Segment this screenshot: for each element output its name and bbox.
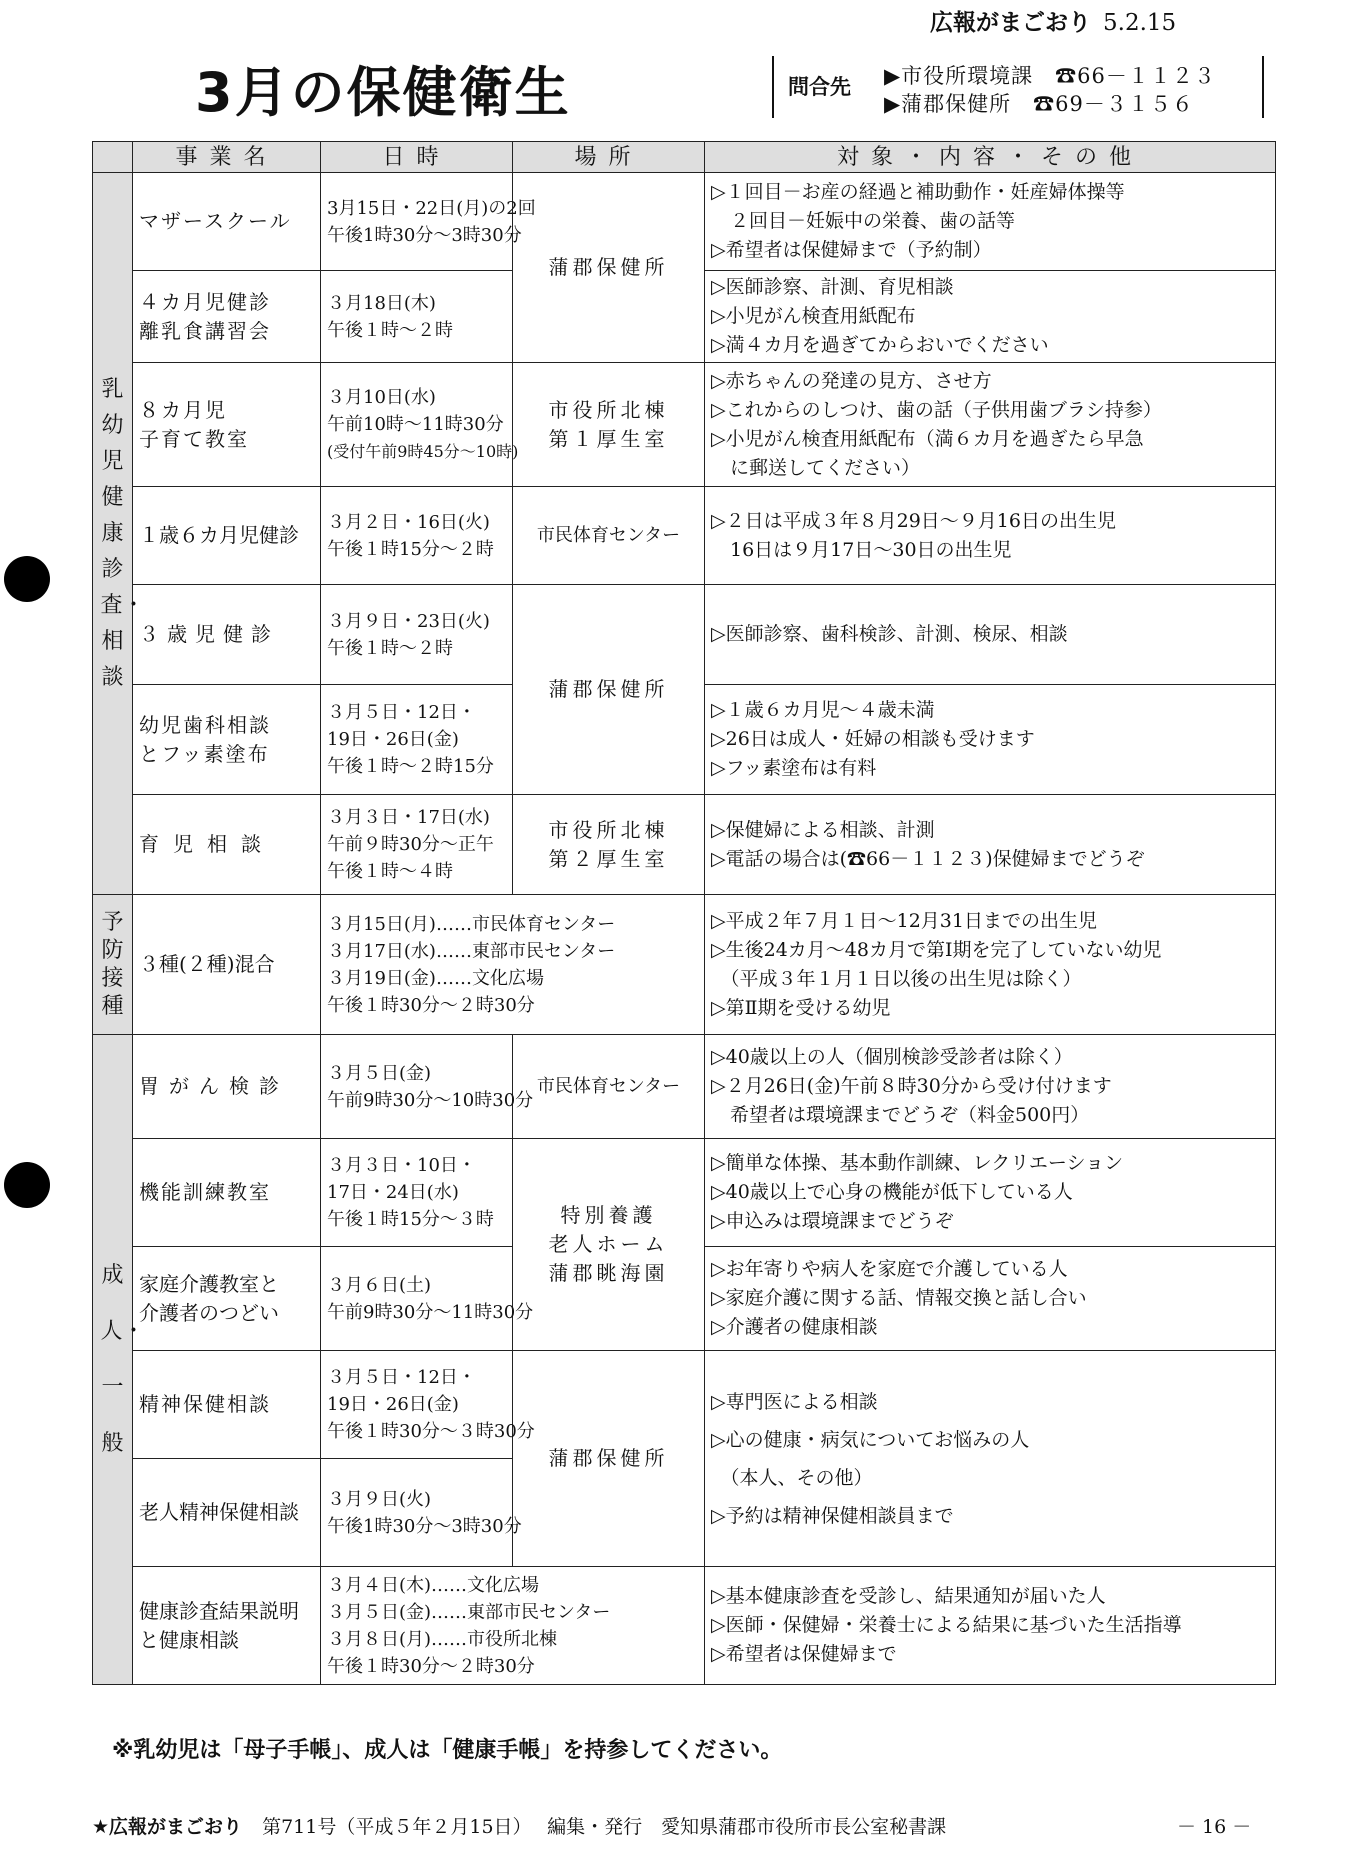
event-place: 蒲郡保健所 <box>513 1351 705 1567</box>
contact-line: ▶市役所環境課 ☎66－１１２３ <box>884 64 1216 88</box>
event-name: 老人精神保健相談 <box>133 1459 321 1567</box>
footer-publication-name: ★広報がまごおり <box>92 1816 243 1838</box>
event-name: ３種(２種)混合 <box>133 895 321 1035</box>
event-place: 特別養護 老人ホーム 蒲郡眺海園 <box>513 1139 705 1351</box>
table-row <box>93 585 1276 685</box>
event-date: ３月２日・16日(火) 午後１時15分～２時 <box>321 487 513 585</box>
event-place: 蒲郡保健所 <box>513 585 705 795</box>
table-row <box>93 1139 1276 1247</box>
table-row <box>93 173 1276 271</box>
event-details: ▷基本健康診査を受診し、結果通知が届いた人 ▷医師・保健婦・栄養士による結果に基づいた生活指導 ▷希望者は保健婦まで <box>705 1567 1276 1685</box>
event-date: ３月９日(火) 午後1時30分～3時30分 <box>321 1459 513 1567</box>
event-date: ３月５日(金) 午前9時30分～10時30分 <box>321 1035 513 1139</box>
header-place: 場所 <box>513 142 705 173</box>
table-row <box>93 1351 1276 1459</box>
footer <box>92 1812 1252 1839</box>
event-date: ３月９日・23日(火) 午後１時～２時 <box>321 585 513 685</box>
event-details: ▷医師診察、歯科検診、計測、検尿、相談 <box>705 585 1276 685</box>
bring-handbook-note: ※乳幼児は「母子手帳」、成人は「健康手帳」を持参してください。 <box>112 1738 783 1763</box>
table-row <box>93 363 1276 487</box>
event-details: ▷簡単な体操、基本動作訓練、レクリエーション ▷40歳以上で心身の機能が低下している人 ▷申込みは環境課までどうぞ <box>705 1139 1276 1247</box>
publication-header <box>930 4 1176 37</box>
event-name: ８カ月児 子育て教室 <box>133 363 321 487</box>
category-label: 成人・一般 <box>100 1262 145 1456</box>
event-details: ▷専門医による相談 ▷心の健康・病気についてお悩みの人 （本人、その他） ▷予約は精神保健相談員まで <box>705 1351 1276 1567</box>
event-details: ▷40歳以上の人（個別検診受診者は除く） ▷２月26日(金)午前８時30分から受け付けます 希望者は環境課までどうぞ（料金500円） <box>705 1035 1276 1139</box>
punch-hole <box>4 1162 50 1208</box>
event-name: 家庭介護教室と 介護者のつどい <box>133 1247 321 1351</box>
event-name: 胃がん検診 <box>133 1035 321 1139</box>
table-row <box>93 895 1276 1035</box>
event-date: ３月４日(木)……文化広場 ３月５日(金)……東部市民センター ３月８日(月)……市役所北棟 午後１時30分～２時30分 <box>321 1567 705 1685</box>
contact-box <box>772 56 1264 118</box>
page-title: 3月の保健衛生 <box>195 61 571 124</box>
event-details: ▷２日は平成３年８月29日～９月16日の出生児 16日は９月17日～30日の出生児 <box>705 487 1276 585</box>
footer-issue: 第711号（平成５年２月15日） <box>262 1816 523 1838</box>
event-name: 育児相談 <box>133 795 321 895</box>
event-details: ▷赤ちゃんの発達の見方、させ方 ▷これからのしつけ、歯の話（子供用歯ブラシ持参） ▷小児がん検査用紙配布（満６カ月を過ぎたら早急 に郵送してください） <box>705 363 1276 487</box>
event-name: マザースクール <box>133 173 321 271</box>
event-details: ▷医師診察、計測、育児相談 ▷小児がん検査用紙配布 ▷満４カ月を過ぎてからおいでください <box>705 271 1276 363</box>
event-name: １歳６カ月児健診 <box>133 487 321 585</box>
event-name: 幼児歯科相談 とフッ素塗布 <box>133 685 321 795</box>
event-date: 3月15日・22日(月)の2回 午後1時30分～3時30分 <box>321 173 513 271</box>
category-vaccination <box>93 895 133 1035</box>
header-details: 対象・内容・その他 <box>705 142 1276 173</box>
category-label: 乳幼児健康診査・相談 <box>100 376 145 690</box>
punch-hole <box>4 556 50 602</box>
event-date: ３月15日(月)……市民体育センター ３月17日(水)……東部市民センター ３月19日(金)……文化広場 午後１時30分～２時30分 <box>321 895 705 1035</box>
event-date: ３月10日(水) 午前10時～11時30分 (受付午前9時45分～10時) <box>321 363 513 487</box>
event-name: 機能訓練教室 <box>133 1139 321 1247</box>
publication-date: 5.2.15 <box>1103 10 1177 36</box>
event-date: ３月５日・12日・ 19日・26日(金) 午後１時～２時15分 <box>321 685 513 795</box>
category-label: 予防接種 <box>101 909 124 1019</box>
event-date: ３月５日・12日・ 19日・26日(金) 午後１時30分～３時30分 <box>321 1351 513 1459</box>
table-row <box>93 1035 1276 1139</box>
event-date: ３月３日・17日(水) 午前９時30分～正午 午後１時～４時 <box>321 795 513 895</box>
table-row <box>93 1567 1276 1685</box>
category-infant <box>93 173 145 895</box>
header-datetime: 日時 <box>321 142 513 173</box>
event-name: 精神保健相談 <box>133 1351 321 1459</box>
event-name: ３歳児健診 <box>133 585 321 685</box>
event-details: ▷お年寄りや病人を家庭で介護している人 ▷家庭介護に関する話、情報交換と話し合い ▷介護者の健康相談 <box>705 1247 1276 1351</box>
category-adult <box>93 1035 145 1685</box>
event-details: ▷１回目－お産の経過と補助動作・妊産婦体操等 ２回目－妊娠中の栄養、歯の話等 ▷希望者は保健婦まで（予約制） <box>705 173 1276 271</box>
page-number: － 16 － <box>1177 1816 1252 1838</box>
contact-line: ▶蒲郡保健所 ☎69－３１５６ <box>884 92 1194 116</box>
event-date: ３月６日(土) 午前9時30分～11時30分 <box>321 1247 513 1351</box>
event-details: ▷１歳６カ月児～４歳未満 ▷26日は成人・妊婦の相談も受けます ▷フッ素塗布は有料 <box>705 685 1276 795</box>
event-details: ▷平成２年７月１日～12月31日までの出生児 ▷生後24カ月～48カ月で第Ⅰ期を完了していない幼児 （平成３年１月１日以後の出生児は除く） ▷第Ⅱ期を受ける幼児 <box>705 895 1276 1035</box>
publication-name: 広報がまごおり <box>930 10 1091 36</box>
event-place: 市役所北棟 第１厚生室 <box>513 363 705 487</box>
event-place: 市民体育センター <box>513 487 705 585</box>
header-event: 事業名 <box>133 142 321 173</box>
schedule-table <box>92 141 1276 1685</box>
event-place: 蒲郡保健所 <box>513 173 705 363</box>
event-place: 市役所北棟 第２厚生室 <box>513 795 705 895</box>
event-details: ▷保健婦による相談、計測 ▷電話の場合は(☎66－１１２３)保健婦までどうぞ <box>705 795 1276 895</box>
footer-editor: 編集・発行 愛知県蒲郡市役所市長公室秘書課 <box>547 1816 947 1838</box>
event-place: 市民体育センター <box>513 1035 705 1139</box>
event-name: ４カ月児健診 離乳食講習会 <box>133 271 321 363</box>
event-date: ３月３日・10日・ 17日・24日(水) 午後１時15分～３時 <box>321 1139 513 1247</box>
table-header-row <box>93 142 1276 173</box>
event-date: ３月18日(木) 午後１時～２時 <box>321 271 513 363</box>
table-row <box>93 795 1276 895</box>
table-row <box>93 487 1276 585</box>
contact-label: 問合先 <box>788 75 851 99</box>
event-name: 健康診査結果説明 と健康相談 <box>133 1567 321 1685</box>
